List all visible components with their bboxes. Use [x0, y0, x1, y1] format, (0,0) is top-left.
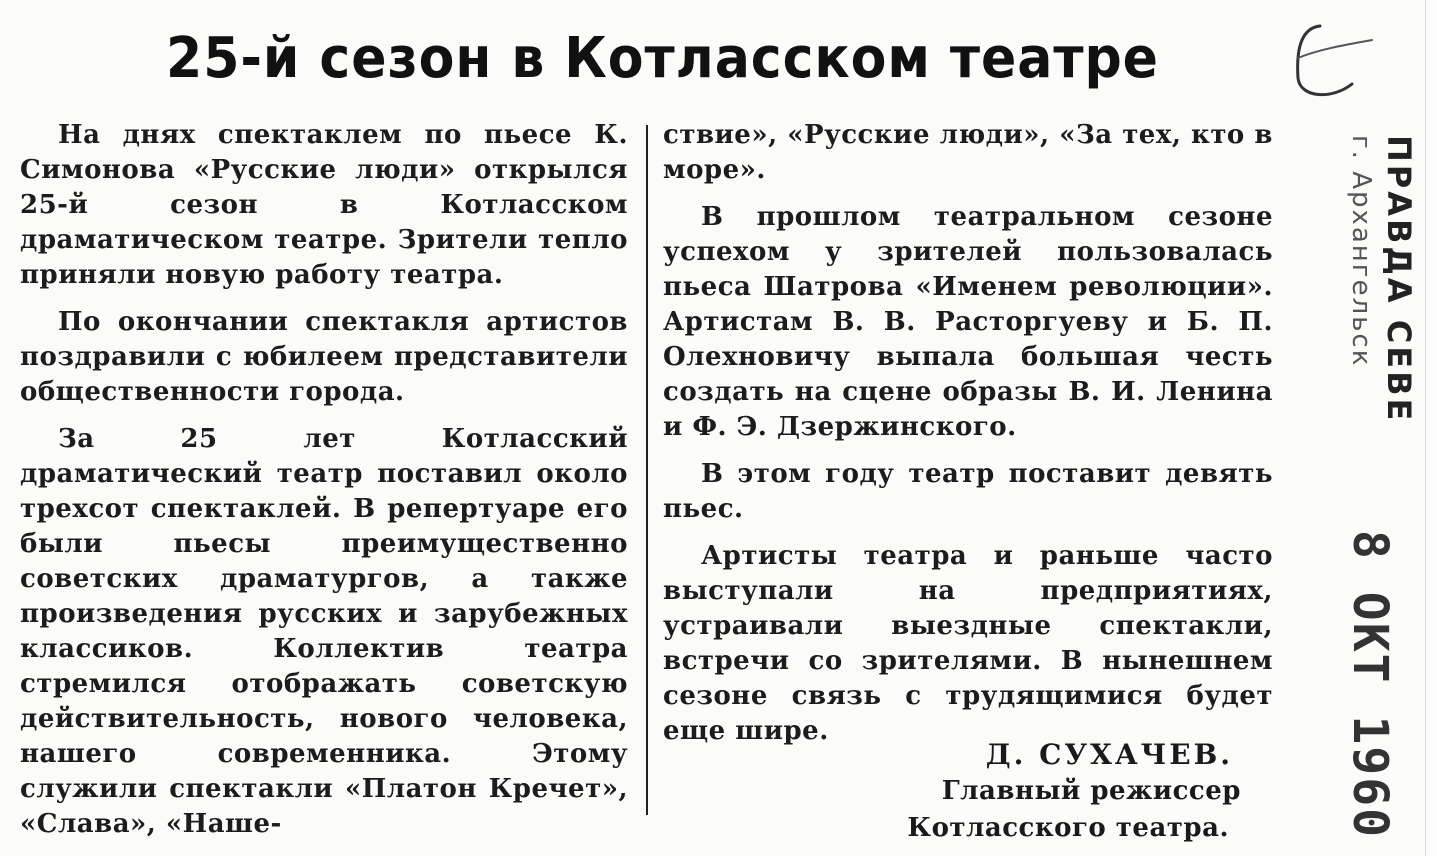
article-column-right	[663, 118, 1273, 761]
stamp-date-block	[1300, 530, 1420, 839]
clipping-edge	[1425, 0, 1437, 856]
paragraph-6: Артисты театра и раньше часто выступали на предприятиях, устраивали выездные спектакли, встречи со зрителями. В нынешнем сезоне связь с трудящимися будет еще шире.	[663, 541, 1273, 746]
author-role: Главный режиссер	[941, 776, 1241, 806]
paragraph-4: В прошлом театральном сезоне успехом у зрителей пользовалась пьеса Шатрова «Именем революции». Артистам В. В. Расторгуеву и Б. П. Олехновичу выпала большая честь создать на сцене образы В. И. Ленина и Ф. Э. Дзержинского.	[663, 202, 1273, 442]
stamp-city: г. Архангельск	[1346, 135, 1376, 368]
stamp-paper-name: ПРАВДА СЕВЕ	[1380, 135, 1418, 424]
author-signature	[863, 736, 1263, 847]
paragraph-3-continued: ствие», «Русские люди», «За тех, кто в море».	[663, 120, 1273, 185]
article-column-left	[20, 118, 628, 854]
column-divider	[646, 125, 648, 815]
paragraph-3: За 25 лет Котласский драматический театр поставил около трехсот спектаклей. В репертуаре его были пьесы преимущественно советских драматургов, а также произведения русских и зарубежных классиков. Коллектив театра стремился отображать советскую действительность, нового человека, нашего современника. Этому служили спектакли «Платон Кречет», «Слава», «Наше-	[20, 424, 628, 839]
paragraph-2: По окончании спектакля артистов поздравили с юбилеем представители общественности города.	[20, 307, 628, 407]
author-theatre: Котласского театра.	[907, 813, 1229, 843]
article-headline: 25-й сезон в Котласском театре	[166, 26, 1159, 91]
stamp-date: 8 ОКТ 1960	[1342, 530, 1398, 839]
paragraph-1: На днях спектаклем по пьесе К. Симонова «Русские люди» открылся 25-й сезон в Котласском драматическом театре. Зрители тепло приняли новую работу театра.	[20, 120, 628, 290]
paragraph-5: В этом году театр поставит девять пьес.	[663, 459, 1273, 524]
author-name: Д. СУХАЧЕВ.	[985, 738, 1233, 771]
pencil-mark-icon	[1262, 18, 1382, 108]
